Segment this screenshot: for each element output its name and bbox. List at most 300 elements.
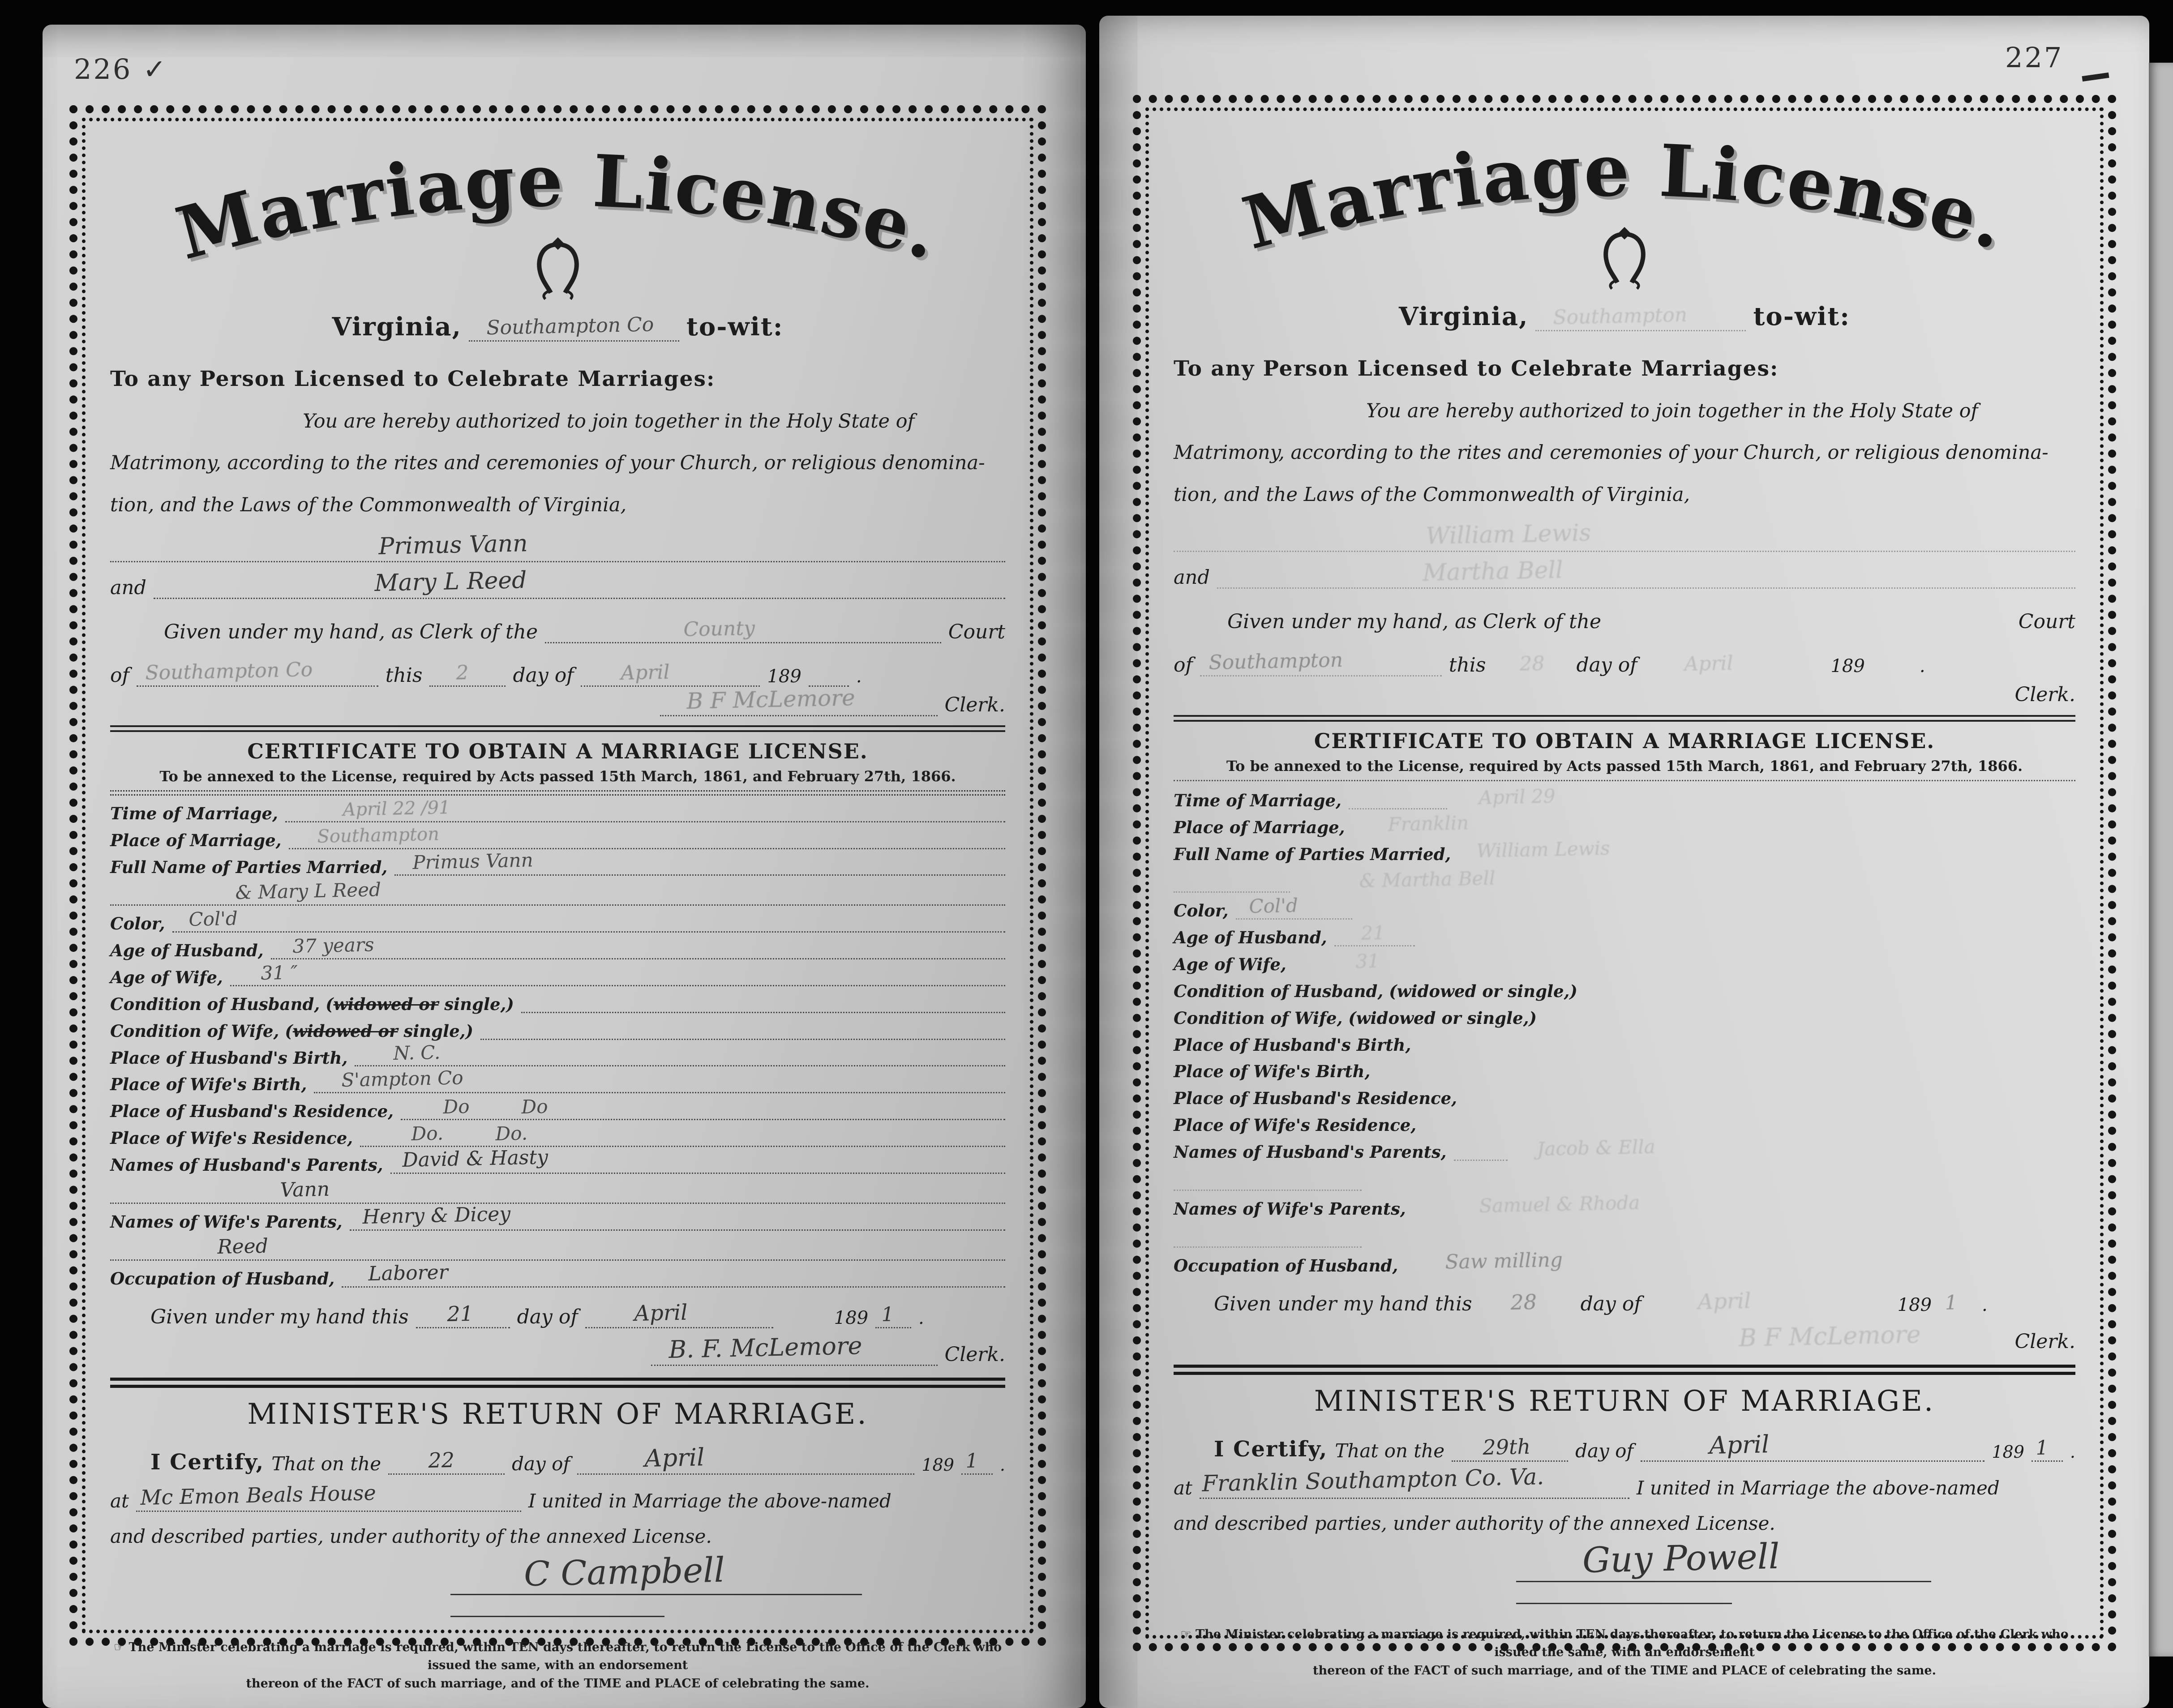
residence-wife-entry-2: Do. — [495, 1122, 528, 1145]
party1-entry-right: William Lewis — [1425, 519, 1591, 550]
check-mark: ✓ — [143, 53, 168, 86]
cert-clerk-sig-entry-right: B F McLemore — [1738, 1320, 1921, 1352]
place-blank — [289, 823, 1005, 849]
residence-husband-label-right: Place of Husband's Residence, — [1174, 1088, 1457, 1109]
parents-husband-area-right — [1515, 1135, 2075, 1161]
county-blank-right — [1535, 303, 1746, 331]
return-period: . — [999, 1455, 1005, 1475]
party1-line — [110, 530, 1005, 562]
residence-husband-label: Place of Husband's Residence, — [110, 1101, 394, 1122]
parents-husband-cont-blank — [110, 1177, 1005, 1204]
court-name-entry: County — [683, 616, 755, 641]
parents-husband-cont-rule-right — [1174, 1186, 1362, 1191]
fullname-cont-area-right — [1297, 867, 2075, 893]
return-month-blank — [577, 1443, 914, 1475]
ministers-return-title: MINISTER'S RETURN OF MARRIAGE. — [247, 1397, 868, 1431]
return-period-right: . — [2070, 1442, 2075, 1462]
lic-day-blank-right — [1493, 652, 1569, 676]
footer-notice-right — [1174, 1626, 2075, 1680]
fullname-entry-1-right: William Lewis — [1476, 837, 1610, 862]
field-occupation — [110, 1260, 1005, 1288]
this-label-right: this — [1449, 653, 1486, 676]
minister-signature-block — [450, 1550, 862, 1617]
certify-line — [110, 1443, 1005, 1475]
parents-husband-label-right: Names of Husband's Parents, — [1174, 1142, 1447, 1162]
cert-period: . — [918, 1307, 924, 1328]
parents-husband-entry-2: Vann — [279, 1177, 330, 1202]
return-year-prefix-right: 189 — [1992, 1442, 2024, 1462]
day-of-label: day of — [513, 664, 574, 687]
field-age-wife — [110, 961, 1005, 988]
county-entry: Southampton Co — [486, 313, 654, 339]
birth-wife-entry: S'ampton Co — [341, 1066, 464, 1092]
cert-year-entry: 1 — [881, 1302, 895, 1326]
field-birth-husband-right — [1174, 1036, 2075, 1054]
field-parents-wife-cont-right — [1174, 1227, 2075, 1248]
certify-line-right — [1174, 1430, 2075, 1462]
cert-month-entry-right: April — [1697, 1288, 1751, 1314]
parents-wife-entry-right: Samuel & Rhoda — [1479, 1191, 1640, 1217]
virginia-line-right — [1174, 302, 2075, 331]
this-label: this — [385, 664, 423, 687]
cert-year-blank — [875, 1302, 911, 1328]
field-place-right — [1174, 811, 2075, 837]
time-entry-right: April 29 — [1479, 785, 1556, 809]
field-condition-wife-right — [1174, 1010, 2075, 1027]
authorization-line-1: You are hereby authorized to join together in the Holy State of — [303, 410, 915, 432]
united-label-right: I united in Marriage the above-named — [1636, 1477, 2000, 1499]
cert-day-blank — [416, 1301, 510, 1328]
age-wife-area-right — [1294, 950, 2075, 973]
field-parents-husband — [110, 1146, 1005, 1175]
field-condition-wife — [110, 1023, 1005, 1040]
party2-line — [110, 566, 1005, 599]
page-number-right — [2005, 41, 2109, 74]
cert-year-prefix-right: 189 — [1897, 1294, 1932, 1315]
cert-clerk-sig-blank — [651, 1331, 938, 1366]
condition-wife-label-end: single,) — [398, 1021, 474, 1041]
left-page-border — [69, 105, 1046, 1691]
at-label-right: at — [1174, 1477, 1192, 1499]
return-day-entry: 22 — [428, 1447, 455, 1473]
return-day-of-label-right: day of — [1575, 1439, 1633, 1462]
certificate-clerk-line-right — [1174, 1320, 2075, 1353]
return-place-line — [110, 1480, 1005, 1512]
party1-blank — [110, 530, 1005, 562]
footer-line-2-right: thereon of the FACT of such marriage, and of the TIME and PLACE of celebrating the same. — [1312, 1663, 1937, 1678]
age-husband-entry: 37 years — [292, 933, 374, 958]
condition-wife-blank — [480, 1035, 1005, 1040]
page-title-text: Marriage License. — [168, 138, 949, 276]
color-blank — [172, 907, 1005, 933]
cert-year-blank-right — [1939, 1291, 1975, 1315]
return-month-entry: April — [644, 1443, 705, 1473]
next-page-edge — [2149, 63, 2173, 1657]
year-prefix-right: 189 — [1830, 655, 1865, 676]
page-title-text-right: Marriage License. — [1234, 128, 2015, 266]
footer-notice — [110, 1639, 1005, 1693]
fullname-entry-2-right: & Martha Bell — [1359, 867, 1496, 892]
cert-day-entry-right: 28 — [1510, 1289, 1537, 1314]
age-husband-blank — [271, 933, 1005, 959]
return-year-blank-right — [2032, 1436, 2063, 1462]
authorization-line-2: Matrimony, according to the rites and ceremonies of your Church, or religious denomina- — [110, 452, 985, 475]
birth-wife-blank — [314, 1066, 1005, 1093]
described-line-right: and described parties, under authority of the annexed License. — [1174, 1512, 1775, 1534]
parents-wife-entry: Henry & Dicey — [362, 1202, 511, 1229]
return-year-blank — [961, 1449, 993, 1475]
condition-wife-label-end-right: single,) — [1461, 1008, 1537, 1028]
clerk-issue-line-2-right — [1174, 648, 2075, 676]
section-divider — [110, 725, 1005, 732]
condition-husband-options-right: widowed or — [1397, 981, 1502, 1001]
age-husband-entry-right: 21 — [1360, 922, 1385, 945]
residence-wife-blank — [360, 1122, 1005, 1147]
residence-husband-entry-2: Do — [521, 1095, 549, 1118]
lic-day-entry-right: 28 — [1519, 652, 1545, 676]
residence-husband-entry: Do — [442, 1095, 470, 1118]
condition-husband-label-right: Condition of Husband, ( — [1174, 981, 1397, 1001]
party2-entry: Mary L Reed — [374, 566, 527, 597]
certificate-title-right: CERTIFICATE TO OBTAIN A MARRIAGE LICENSE. — [1314, 728, 1935, 753]
county-entry-right: Southampton — [1553, 303, 1688, 329]
right-page-inner-border — [1145, 107, 2104, 1678]
clerk-signature-line-right — [1174, 680, 2075, 706]
party1-entry: Primus Vann — [378, 530, 528, 560]
party2-line-right — [1174, 556, 2075, 589]
place-entry-right: Franklin — [1388, 811, 1469, 835]
period: . — [856, 666, 862, 687]
field-parents-husband-cont-right — [1174, 1170, 2075, 1191]
lic-year-blank-right — [1872, 673, 1912, 676]
of-label: of — [110, 664, 129, 687]
of-place-entry-right: Southampton — [1208, 648, 1343, 674]
birth-wife-label: Place of Wife's Birth, — [110, 1074, 307, 1095]
return-place-entry: Mc Emon Beals House — [140, 1480, 377, 1510]
field-birth-wife-right — [1174, 1063, 2075, 1080]
footer-line-1: The Minister celebrating a marriage is required, within TEN days thereafter, to return the License to the Office of the Clerk who issued the same, with an endorsement — [129, 1640, 1002, 1673]
age-husband-label: Age of Husband, — [110, 941, 264, 961]
at-label: at — [110, 1490, 129, 1512]
field-parents-wife — [110, 1202, 1005, 1232]
certificate-subtitle: To be annexed to the License, required by Acts passed 15th March, 1861, and February 27th, 1866. — [159, 767, 956, 785]
condition-husband-label: Condition of Husband, ( — [110, 994, 334, 1014]
occupation-entry-right: Saw milling — [1445, 1248, 1563, 1274]
field-residence-husband-right — [1174, 1090, 2075, 1107]
fullname-blank — [394, 849, 1005, 876]
given-clerk-label-right: Given under my hand, as Clerk of the — [1227, 610, 1602, 633]
virginia-label-right: Virginia, — [1399, 302, 1529, 331]
lic-month-blank — [581, 660, 760, 687]
parents-husband-entry-right: Jacob & Ella — [1536, 1135, 1655, 1160]
fullname-cont-blank — [110, 878, 1005, 906]
birth-wife-label-right: Place of Wife's Birth, — [1174, 1062, 1371, 1082]
given-this-label: Given under my hand this — [150, 1305, 409, 1328]
color-entry: Col'd — [188, 907, 238, 931]
time-label-right: Time of Marriage, — [1174, 790, 1342, 810]
field-condition-husband — [110, 996, 1005, 1013]
residence-wife-label-right: Place of Wife's Residence, — [1174, 1115, 1417, 1135]
parents-wife-label: Names of Wife's Parents, — [110, 1211, 343, 1232]
fullname-area-right — [1458, 837, 2075, 863]
and-label-right: and — [1174, 566, 1210, 589]
clerk-issue-line-2 — [110, 658, 1005, 687]
return-place-blank — [136, 1480, 521, 1512]
field-fullname-right — [1174, 837, 2075, 864]
return-place-line-right — [1174, 1463, 2075, 1499]
residence-wife-label: Place of Wife's Residence, — [110, 1128, 353, 1148]
clerk-label: Clerk. — [944, 693, 1005, 716]
fullname-cont-rule-right — [1174, 888, 1290, 893]
page-number-right-value: 227 — [2005, 41, 2064, 74]
minister-signature-right: Guy Powell — [1582, 1536, 1780, 1581]
minister-signature-line-right — [1516, 1536, 1931, 1582]
time-label: Time of Marriage, — [110, 803, 278, 823]
clerk-sig-entry: B F McLemore — [686, 685, 855, 714]
certificate-divider — [110, 790, 1005, 796]
field-fullname — [110, 849, 1005, 877]
given-this-label-right: Given under my hand this — [1214, 1292, 1472, 1315]
cert-clerk-label: Clerk. — [944, 1343, 1005, 1366]
footer-line-1-right: The Minister celebrating a marriage is required, within TEN days thereafter, to return the License to the Office of the Clerk who issued the same, with an endorsement — [1196, 1627, 2069, 1660]
certificate-date-line — [110, 1300, 1005, 1328]
pointing-hand-icon-right: ☞ — [1180, 1627, 1192, 1641]
place-label-right: Place of Marriage, — [1174, 817, 1345, 837]
color-entry-right: Col'd — [1248, 894, 1298, 918]
field-birth-wife — [110, 1066, 1005, 1095]
page-number-left — [74, 53, 168, 86]
occupation-label-right: Occupation of Husband, — [1174, 1255, 1398, 1276]
year-prefix: 189 — [767, 666, 801, 687]
that-on-label-right: That on the — [1335, 1439, 1445, 1462]
fullname-entry-1: Primus Vann — [412, 849, 534, 874]
clerk-label-right: Clerk. — [2014, 683, 2075, 706]
field-age-husband — [110, 933, 1005, 961]
svg-text:Marriage License. — [1235, 128, 2015, 266]
return-divider — [110, 1378, 1005, 1388]
minister-signature-line — [450, 1550, 862, 1595]
place-entry: Southampton — [317, 823, 439, 847]
cert-month-blank — [585, 1300, 773, 1328]
parents-wife-entry-2: Reed — [217, 1234, 269, 1259]
time-area-right — [1454, 785, 2075, 809]
address-line-right: To any Person Licensed to Celebrate Marriages: — [1174, 356, 1779, 381]
lic-month-entry-right: April — [1684, 651, 1734, 676]
described-line: and described parties, under authority of the annexed License. — [110, 1525, 712, 1547]
lic-month-entry: April — [621, 660, 670, 685]
lic-day-entry: 2 — [456, 661, 469, 685]
return-place-blank-right — [1200, 1463, 1629, 1499]
certificate-clerk-line — [110, 1331, 1005, 1366]
parents-husband-blank — [390, 1146, 1005, 1174]
cert-day-blank-right — [1479, 1289, 1573, 1315]
cert-period-right: . — [1982, 1294, 1988, 1315]
cert-day-entry: 21 — [446, 1301, 474, 1326]
field-fullname-cont — [110, 878, 1005, 906]
pointing-hand-icon: ☞ — [113, 1640, 125, 1654]
party2-blank — [154, 566, 1005, 599]
cert-day-of-label-right: day of — [1580, 1292, 1642, 1315]
return-day-blank — [388, 1447, 505, 1475]
clerk-issue-line-1 — [110, 616, 1005, 643]
authorization-line-1-right: You are hereby authorized to join together in the Holy State of — [1366, 400, 1978, 422]
ministers-return-title-right: MINISTER'S RETURN OF MARRIAGE. — [1314, 1384, 1935, 1418]
age-wife-label-right: Age of Wife, — [1174, 955, 1286, 975]
field-fullname-cont-right — [1174, 867, 2075, 893]
birth-husband-label: Place of Husband's Birth, — [110, 1048, 348, 1068]
field-condition-husband-right — [1174, 983, 2075, 1000]
residence-husband-blank — [401, 1095, 1005, 1120]
field-parents-wife-cont — [110, 1234, 1005, 1261]
condition-husband-struck: widowed or — [333, 994, 439, 1014]
minister-signature-line-2-right — [1516, 1603, 1732, 1604]
certificate-date-line-right — [1174, 1288, 2075, 1315]
of-place-blank — [137, 658, 378, 687]
fullname-entry-2: & Mary L Reed — [235, 878, 381, 904]
field-residence-wife-right — [1174, 1117, 2075, 1134]
certificate-subtitle-right: To be annexed to the License, required by Acts passed 15th March, 1861, and February 27th, 1866. — [1226, 757, 2023, 775]
and-label: and — [110, 576, 146, 599]
parents-husband-rule-right — [1454, 1156, 1508, 1161]
parents-wife-label-right: Names of Wife's Parents, — [1174, 1199, 1406, 1219]
clerk-sig-blank — [660, 685, 938, 716]
i-certify-label-right: I Certify, — [1214, 1436, 1328, 1462]
page-title-arched — [119, 128, 997, 276]
clerk-signature-line — [110, 685, 1005, 716]
field-residence-wife — [110, 1122, 1005, 1148]
of-label-right: of — [1174, 653, 1193, 676]
color-label: Color, — [110, 914, 165, 934]
return-month-entry-right: April — [1709, 1430, 1770, 1460]
condition-husband-blank — [521, 1008, 1005, 1013]
fullname-label: Full Name of Parties Married, — [110, 857, 388, 877]
footer-line-2: thereon of the FACT of such marriage, and of the TIME and PLACE of celebrating the same. — [246, 1676, 870, 1691]
field-place — [110, 823, 1005, 850]
condition-wife-options-right: widowed or — [1356, 1008, 1462, 1028]
svg-text:Marriage License. — [168, 138, 948, 276]
condition-husband-label-end: single,) — [438, 994, 514, 1014]
condition-wife-struck: widowed or — [292, 1021, 398, 1041]
united-label: I united in Marriage the above-named — [528, 1490, 891, 1512]
field-time-right — [1174, 785, 2075, 810]
residence-wife-entry: Do. — [411, 1122, 444, 1145]
to-wit-label: to-wit: — [686, 312, 784, 342]
age-wife-blank — [230, 961, 1005, 986]
age-husband-label-right: Age of Husband, — [1174, 928, 1327, 948]
right-page-border — [1133, 95, 2116, 1678]
time-blank-right — [1349, 805, 1447, 809]
age-husband-blank-right — [1334, 922, 1415, 946]
minister-signature-block-right — [1516, 1536, 1931, 1604]
parents-husband-label: Names of Husband's Parents, — [110, 1155, 383, 1175]
virginia-label: Virginia, — [332, 312, 462, 342]
page-number-left-value: 226 — [74, 53, 133, 86]
lic-day-blank — [429, 661, 506, 687]
field-parents-husband-right — [1174, 1135, 2075, 1162]
field-occupation-right — [1174, 1248, 2075, 1276]
field-age-husband-right — [1174, 922, 2075, 948]
cert-year-prefix: 189 — [834, 1307, 869, 1328]
minister-signature-line-2 — [450, 1616, 664, 1617]
age-wife-entry: 31 ″ — [260, 961, 298, 984]
field-parents-wife-right — [1174, 1191, 2075, 1219]
age-wife-label: Age of Wife, — [110, 967, 223, 988]
parents-wife-cont-blank — [110, 1234, 1005, 1261]
field-color — [110, 907, 1005, 934]
color-blank-right — [1236, 894, 1352, 920]
occupation-label: Occupation of Husband, — [110, 1268, 335, 1288]
field-time — [110, 797, 1005, 823]
party1-blank-right — [1174, 519, 2075, 552]
cert-month-blank-right — [1649, 1288, 1837, 1315]
return-place-entry-right: Franklin Southampton Co. Va. — [1201, 1463, 1544, 1497]
court-name-blank — [545, 616, 941, 643]
party1-line-right — [1174, 519, 2075, 552]
occupation-entry: Laborer — [368, 1260, 448, 1285]
parents-wife-cont-rule-right — [1174, 1243, 1362, 1248]
that-on-label: That on the — [271, 1452, 381, 1475]
of-place-blank-right — [1200, 648, 1442, 676]
day-of-label-right: day of — [1576, 653, 1637, 676]
condition-wife-label-right: Condition of Wife, ( — [1174, 1008, 1356, 1028]
court-label-right: Court — [2018, 610, 2075, 633]
to-wit-label-right: to-wit: — [1753, 302, 1850, 331]
fullname-label-right: Full Name of Parties Married, — [1174, 844, 1451, 864]
cert-clerk-sig-entry: B. F. McLemore — [668, 1331, 862, 1364]
right-page-content — [1174, 118, 2075, 1678]
parents-wife-blank — [350, 1202, 1005, 1231]
place-label: Place of Marriage, — [110, 830, 282, 850]
return-year-entry-right: 1 — [2035, 1436, 2049, 1460]
lic-month-blank-right — [1644, 651, 1823, 676]
party2-blank-right — [1217, 556, 2075, 589]
condition-husband-label-end-right: single,) — [1502, 981, 1577, 1001]
parents-wife-area-right — [1413, 1191, 2075, 1218]
left-page-content — [110, 128, 1005, 1691]
given-clerk-label: Given under my hand, as Clerk of the — [164, 620, 538, 643]
court-label: Court — [948, 620, 1005, 643]
occupation-blank — [342, 1260, 1005, 1288]
time-entry: April 22 /91 — [342, 797, 450, 820]
county-blank — [469, 313, 679, 342]
time-blank — [285, 797, 1005, 822]
cert-month-entry: April — [634, 1300, 688, 1326]
clerk-issue-line-1-right — [1174, 610, 2075, 633]
cert-clerk-sig-blank-right — [1721, 1320, 2008, 1353]
cert-clerk-label-right: Clerk. — [2014, 1330, 2075, 1353]
period-right: . — [1919, 655, 1925, 676]
certificate-divider-right — [1174, 780, 2075, 783]
cert-year-entry-right: 1 — [1944, 1291, 1958, 1314]
age-wife-entry-right: 31 — [1355, 950, 1380, 972]
minister-signature: C Campbell — [523, 1550, 725, 1594]
page-title-arched-right — [1186, 118, 2063, 266]
left-page-inner-border — [82, 118, 1033, 1691]
condition-wife-label: Condition of Wife, ( — [110, 1021, 293, 1041]
field-residence-husband — [110, 1095, 1005, 1122]
field-parents-husband-cont — [110, 1177, 1005, 1204]
field-age-wife-right — [1174, 950, 2075, 975]
birth-husband-blank — [355, 1041, 1005, 1066]
authorization-line-3: tion, and the Laws of the Commonwealth of Virginia, — [110, 493, 627, 516]
virginia-line — [110, 312, 1005, 342]
return-day-of-label: day of — [512, 1452, 570, 1475]
authorization-line-2-right: Matrimony, according to the rites and ceremonies of your Church, or religious denomina- — [1174, 441, 2049, 464]
return-day-entry-right: 29th — [1482, 1434, 1531, 1460]
certificate-title: CERTIFICATE TO OBTAIN A MARRIAGE LICENSE. — [247, 739, 868, 763]
birth-husband-label-right: Place of Husband's Birth, — [1174, 1035, 1411, 1055]
field-color-right — [1174, 894, 2075, 921]
